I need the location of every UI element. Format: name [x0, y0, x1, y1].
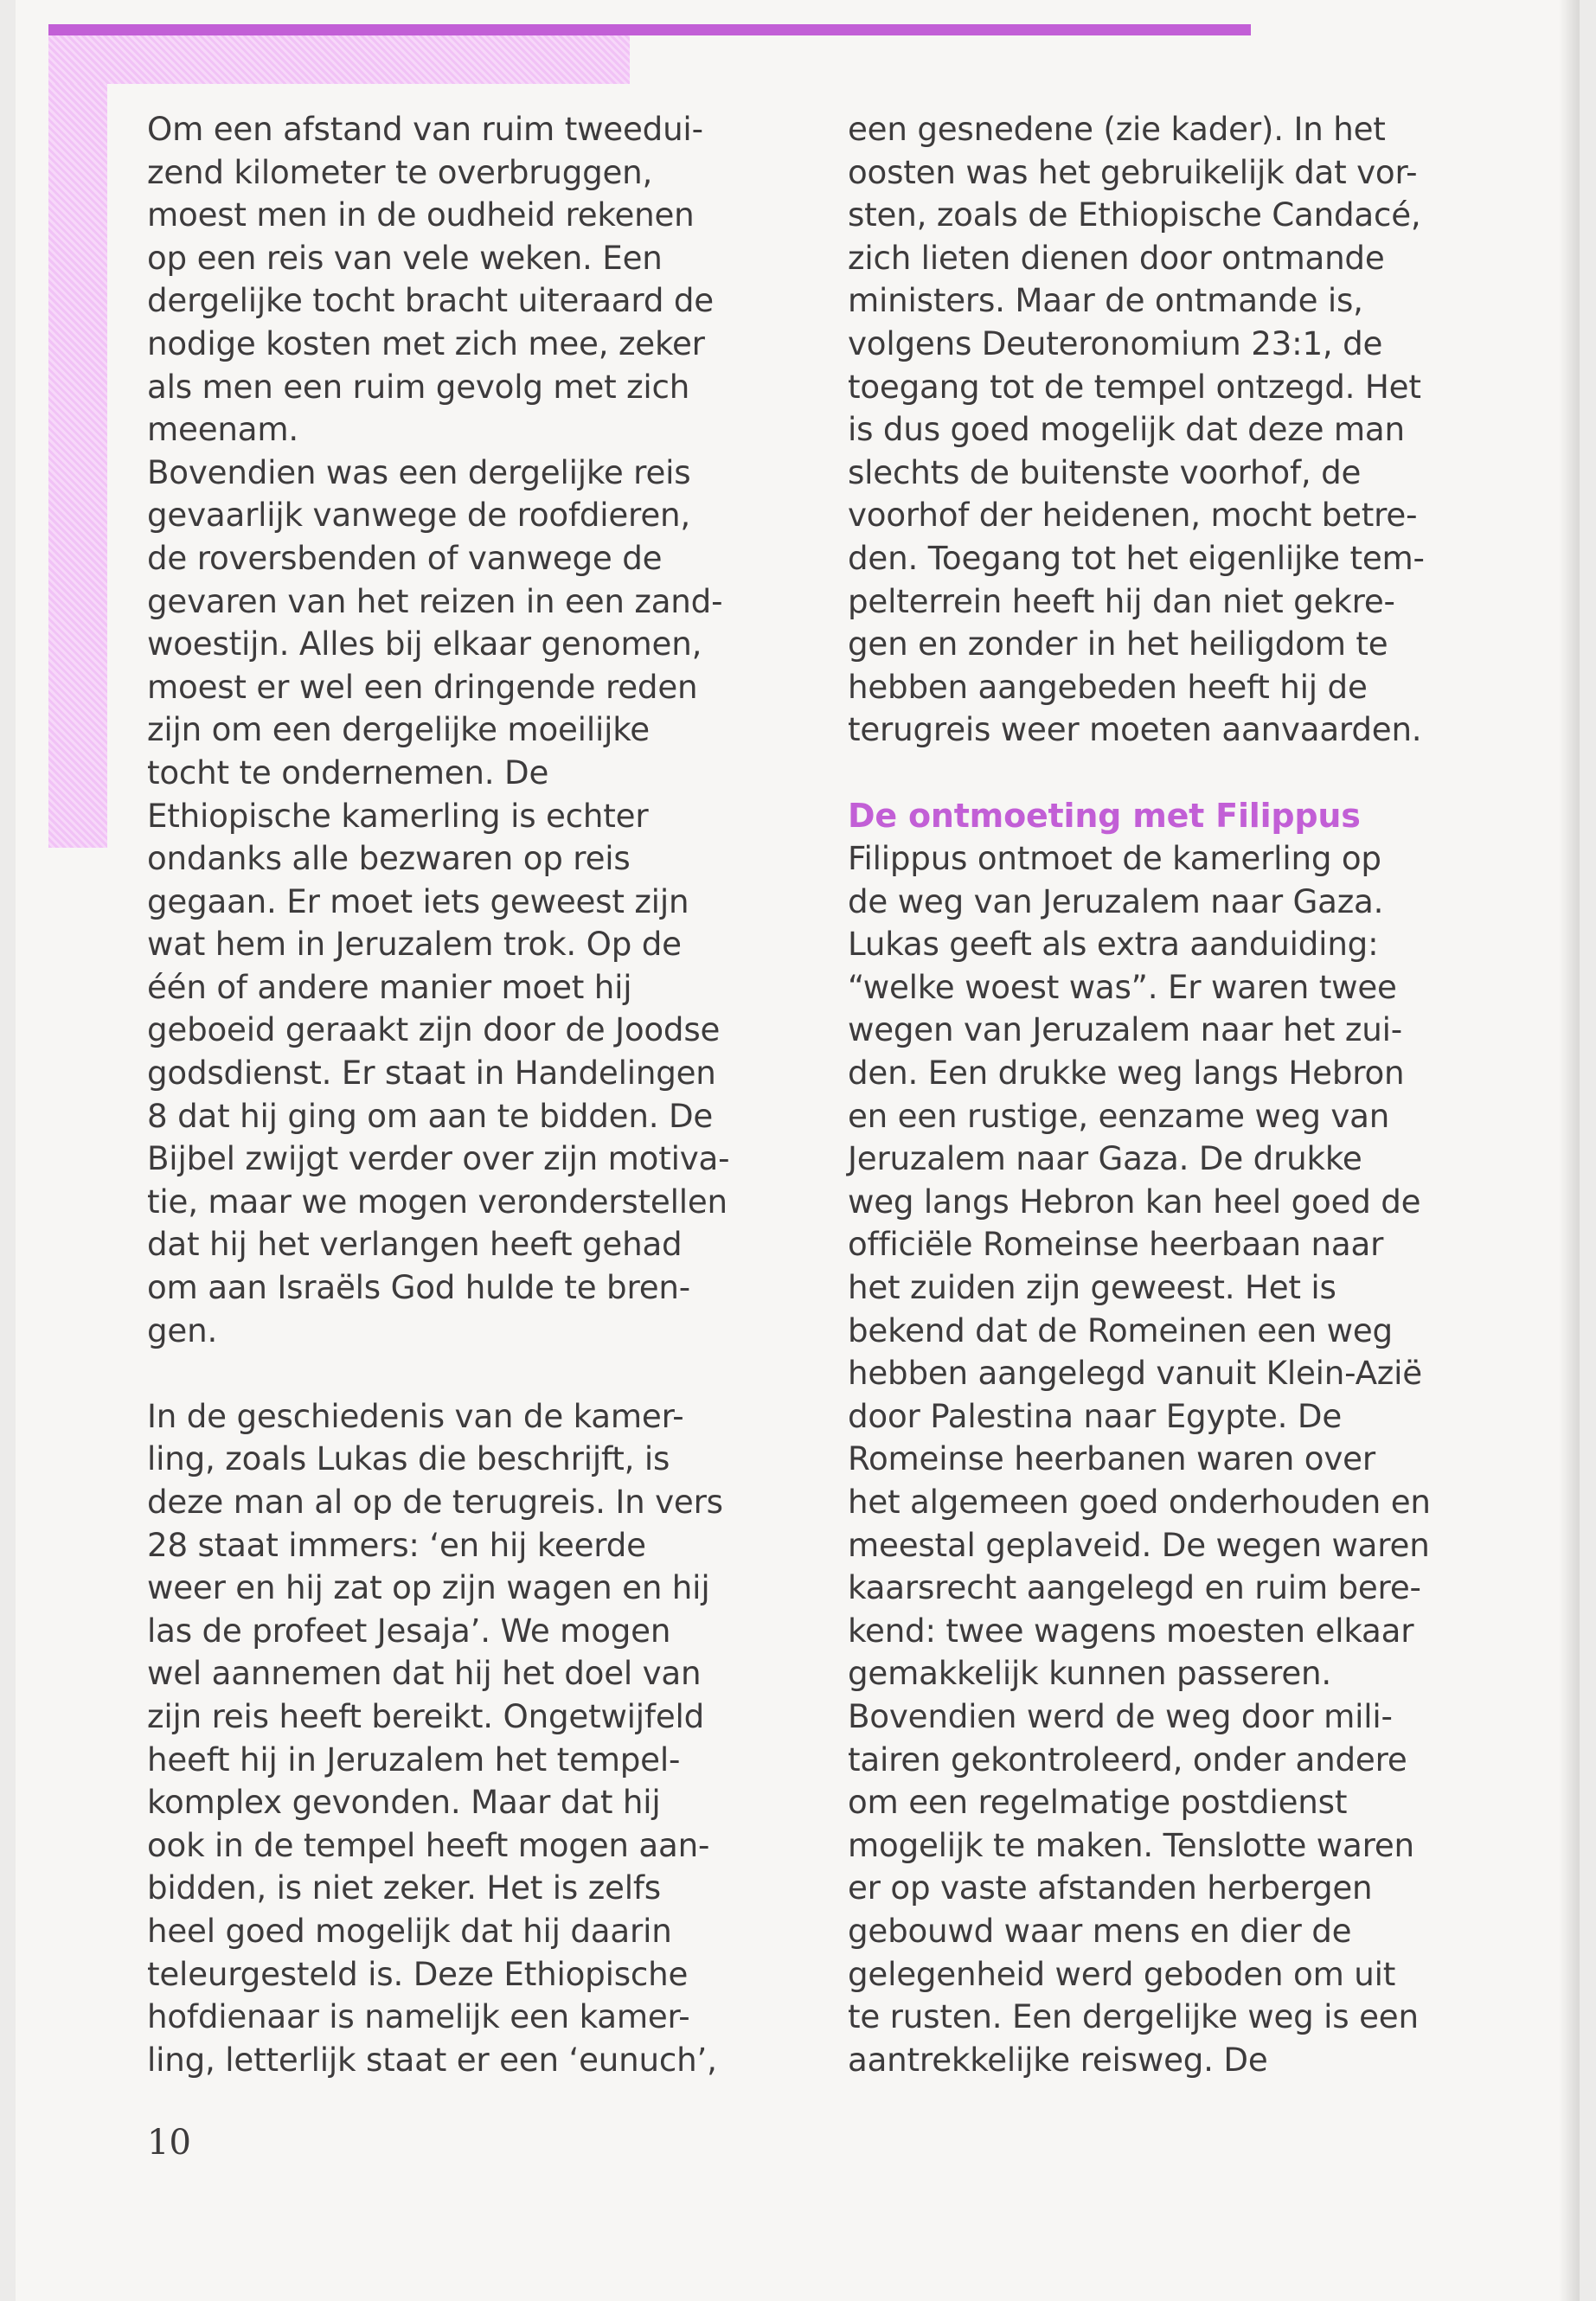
- text-line: gen.: [147, 1311, 218, 1349]
- text-line: aantrekkelijke reisweg. De: [848, 2040, 1268, 2079]
- text-line: Romeinse heerbanen waren over: [848, 1439, 1375, 1478]
- text-line: zend kilometer te overbruggen,: [147, 152, 653, 191]
- text-line: ministers. Maar de ontmande is,: [848, 281, 1363, 320]
- text-line: pelterrein heeft hij dan niet gekre-: [848, 581, 1395, 620]
- text-line: nodige kosten met zich mee, zeker: [147, 324, 705, 362]
- text-line: de weg van Jeruzalem naar Gaza.: [848, 881, 1384, 920]
- text-line: het algemeen goed onderhouden en: [848, 1483, 1431, 1521]
- paragraph-gap: [147, 1352, 779, 1395]
- text-line: komplex gevonden. Maar dat hij: [147, 1783, 661, 1822]
- text-line: om aan Israëls God hulde te bren-: [147, 1268, 690, 1307]
- text-line: is dus goed mogelijk dat deze man: [848, 410, 1405, 449]
- text-line: officiële Romeinse heerbaan naar: [848, 1225, 1384, 1264]
- text-line: het zuiden zijn geweest. Het is: [848, 1268, 1336, 1307]
- text-line: gen en zonder in het heiligdom te: [848, 625, 1388, 663]
- text-line: dergelijke tocht bracht uiteraard de: [147, 281, 714, 320]
- text-line: weer en hij zat op zijn wagen en hij: [147, 1568, 710, 1607]
- text-line: tairen gekontroleerd, onder andere: [848, 1740, 1407, 1779]
- text-line: tie, maar we mogen veronderstellen: [147, 1182, 727, 1221]
- text-line: den. Toegang tot het eigenlijke tem-: [848, 538, 1425, 577]
- text-line: den. Een drukke weg langs Hebron: [848, 1054, 1405, 1093]
- text-line: de roversbenden of vanwege de: [147, 538, 663, 577]
- text-line: meestal geplaveid. De wegen waren: [848, 1525, 1430, 1564]
- text-line: gevaren van het reizen in een zand-: [147, 581, 723, 620]
- text-line: wegen van Jeruzalem naar het zui-: [848, 1010, 1402, 1049]
- text-line: op een reis van vele weken. Een: [147, 238, 663, 277]
- left-paragraph-2: [147, 1395, 779, 2082]
- corner-accent-block: [48, 35, 630, 84]
- text-line: deze man al op de terugreis. In vers: [147, 1483, 723, 1521]
- left-column: [147, 108, 779, 2081]
- text-line: door Palestina naar Egypte. De: [848, 1396, 1343, 1435]
- text-line: slechts de buitenste voorhof, de: [848, 452, 1362, 491]
- text-line: tocht te ondernemen. De: [147, 753, 549, 792]
- text-line: ling, zoals Lukas die beschrijft, is: [147, 1439, 670, 1478]
- text-line: toegang tot de tempel ontzegd. Het: [848, 367, 1421, 406]
- text-line: ling, letterlijk staat er een ‘eunuch’,: [147, 2040, 717, 2079]
- text-line: sten, zoals de Ethiopische Candacé,: [848, 195, 1421, 234]
- page-edge-shadow: [1559, 0, 1580, 2301]
- text-line: weg langs Hebron kan heel goed de: [848, 1182, 1421, 1221]
- text-line: een gesnedene (zie kader). In het: [848, 110, 1386, 148]
- text-line: Bijbel zwijgt verder over zijn motiva-: [147, 1139, 730, 1178]
- text-line: 8 dat hij ging om aan te bidden. De: [147, 1096, 714, 1135]
- text-line: dat hij het verlangen heeft gehad: [147, 1225, 683, 1264]
- text-line: zijn om een dergelijke moeilijke: [147, 710, 650, 749]
- text-line: Bovendien werd de weg door mili-: [848, 1696, 1393, 1735]
- text-line: te rusten. Een dergelijke weg is een: [848, 1997, 1419, 2036]
- text-line: en een rustige, eenzame weg van: [848, 1096, 1390, 1135]
- text-line: bidden, is niet zeker. Het is zelfs: [147, 1868, 661, 1907]
- left-paragraph-1: [147, 108, 779, 1352]
- text-line: woestijn. Alles bij elkaar genomen,: [147, 625, 702, 663]
- text-line: moest men in de oudheid rekenen: [147, 195, 695, 234]
- text-line: meenam.: [147, 410, 298, 449]
- section-heading: De ontmoeting met Filippus: [848, 796, 1361, 835]
- text-line: hofdienaar is namelijk een kamer-: [147, 1997, 690, 2036]
- text-line: terugreis weer moeten aanvaarden.: [848, 710, 1422, 749]
- text-line: kaarsrecht aangelegd en ruim bere-: [848, 1568, 1421, 1607]
- right-column: [848, 108, 1471, 2081]
- text-line: Lukas geeft als extra aanduiding:: [848, 925, 1379, 964]
- text-line: gegaan. Er moet iets geweest zijn: [147, 881, 689, 920]
- text-line: volgens Deuteronomium 23:1, de: [848, 324, 1383, 362]
- text-line: heeft hij in Jeruzalem het tempel-: [147, 1740, 681, 1779]
- text-line: Om een afstand van ruim tweedui-: [147, 110, 703, 148]
- text-line: oosten was het gebruikelijk dat vor-: [848, 152, 1418, 191]
- paragraph-gap: [848, 752, 1471, 795]
- text-line: voorhof der heidenen, mocht betre-: [848, 496, 1418, 535]
- text-line: Filippus ontmoet de kamerling op: [848, 839, 1381, 878]
- text-line: mogelijk te maken. Tenslotte waren: [848, 1825, 1414, 1864]
- text-line: heel goed mogelijk dat hij daarin: [147, 1911, 672, 1950]
- text-line: gebouwd waar mens en dier de: [848, 1911, 1352, 1950]
- page: [16, 0, 1580, 2301]
- text-line: zijn reis heeft bereikt. Ongetwijfeld: [147, 1696, 705, 1735]
- text-line: gevaarlijk vanwege de roofdieren,: [147, 496, 691, 535]
- text-line: geboeid geraakt zijn door de Joodse: [147, 1010, 721, 1049]
- text-line: teleurgesteld is. Deze Ethiopische: [147, 1954, 689, 1993]
- text-line: wel aannemen dat hij het doel van: [147, 1654, 702, 1693]
- text-line: ondanks alle bezwaren op reis: [147, 839, 631, 878]
- text-line: moest er wel een dringende reden: [147, 667, 698, 706]
- text-line: Jeruzalem naar Gaza. De drukke: [848, 1139, 1362, 1178]
- text-line: las de profeet Jesaja’. We mogen: [147, 1611, 671, 1650]
- text-line: godsdienst. Er staat in Handelingen: [147, 1054, 716, 1093]
- text-line: om een regelmatige postdienst: [848, 1783, 1348, 1822]
- right-paragraph-2: [848, 837, 1471, 2081]
- text-line: bekend dat de Romeinen een weg: [848, 1311, 1393, 1349]
- side-accent-strip: [48, 84, 107, 848]
- text-line: één of andere manier moet hij: [147, 967, 632, 1006]
- text-line: Ethiopische kamerling is echter: [147, 796, 649, 835]
- text-line: gelegenheid werd geboden om uit: [848, 1954, 1396, 1993]
- text-line: er op vaste afstanden herbergen: [848, 1868, 1373, 1907]
- text-line: kend: twee wagens moesten elkaar: [848, 1611, 1414, 1650]
- text-line: In de geschiedenis van de kamer-: [147, 1396, 684, 1435]
- text-line: als men een ruim gevolg met zich: [147, 367, 690, 406]
- text-line: hebben aangebeden heeft hij de: [848, 667, 1368, 706]
- text-line: “welke woest was”. Er waren twee: [848, 967, 1397, 1006]
- text-line: gemakkelijk kunnen passeren.: [848, 1654, 1332, 1693]
- text-line: zich lieten dienen door ontmande: [848, 238, 1385, 277]
- text-line: hebben aangelegd vanuit Klein-Azië: [848, 1354, 1422, 1393]
- text-line: Bovendien was een dergelijke reis: [147, 452, 691, 491]
- text-line: wat hem in Jeruzalem trok. Op de: [147, 925, 682, 964]
- text-line: ook in de tempel heeft mogen aan-: [147, 1825, 710, 1864]
- text-line: 28 staat immers: ‘en hij keerde: [147, 1525, 646, 1564]
- right-paragraph-1: [848, 108, 1471, 752]
- top-accent-bar: [48, 24, 1251, 35]
- page-number: 10: [147, 2123, 191, 2163]
